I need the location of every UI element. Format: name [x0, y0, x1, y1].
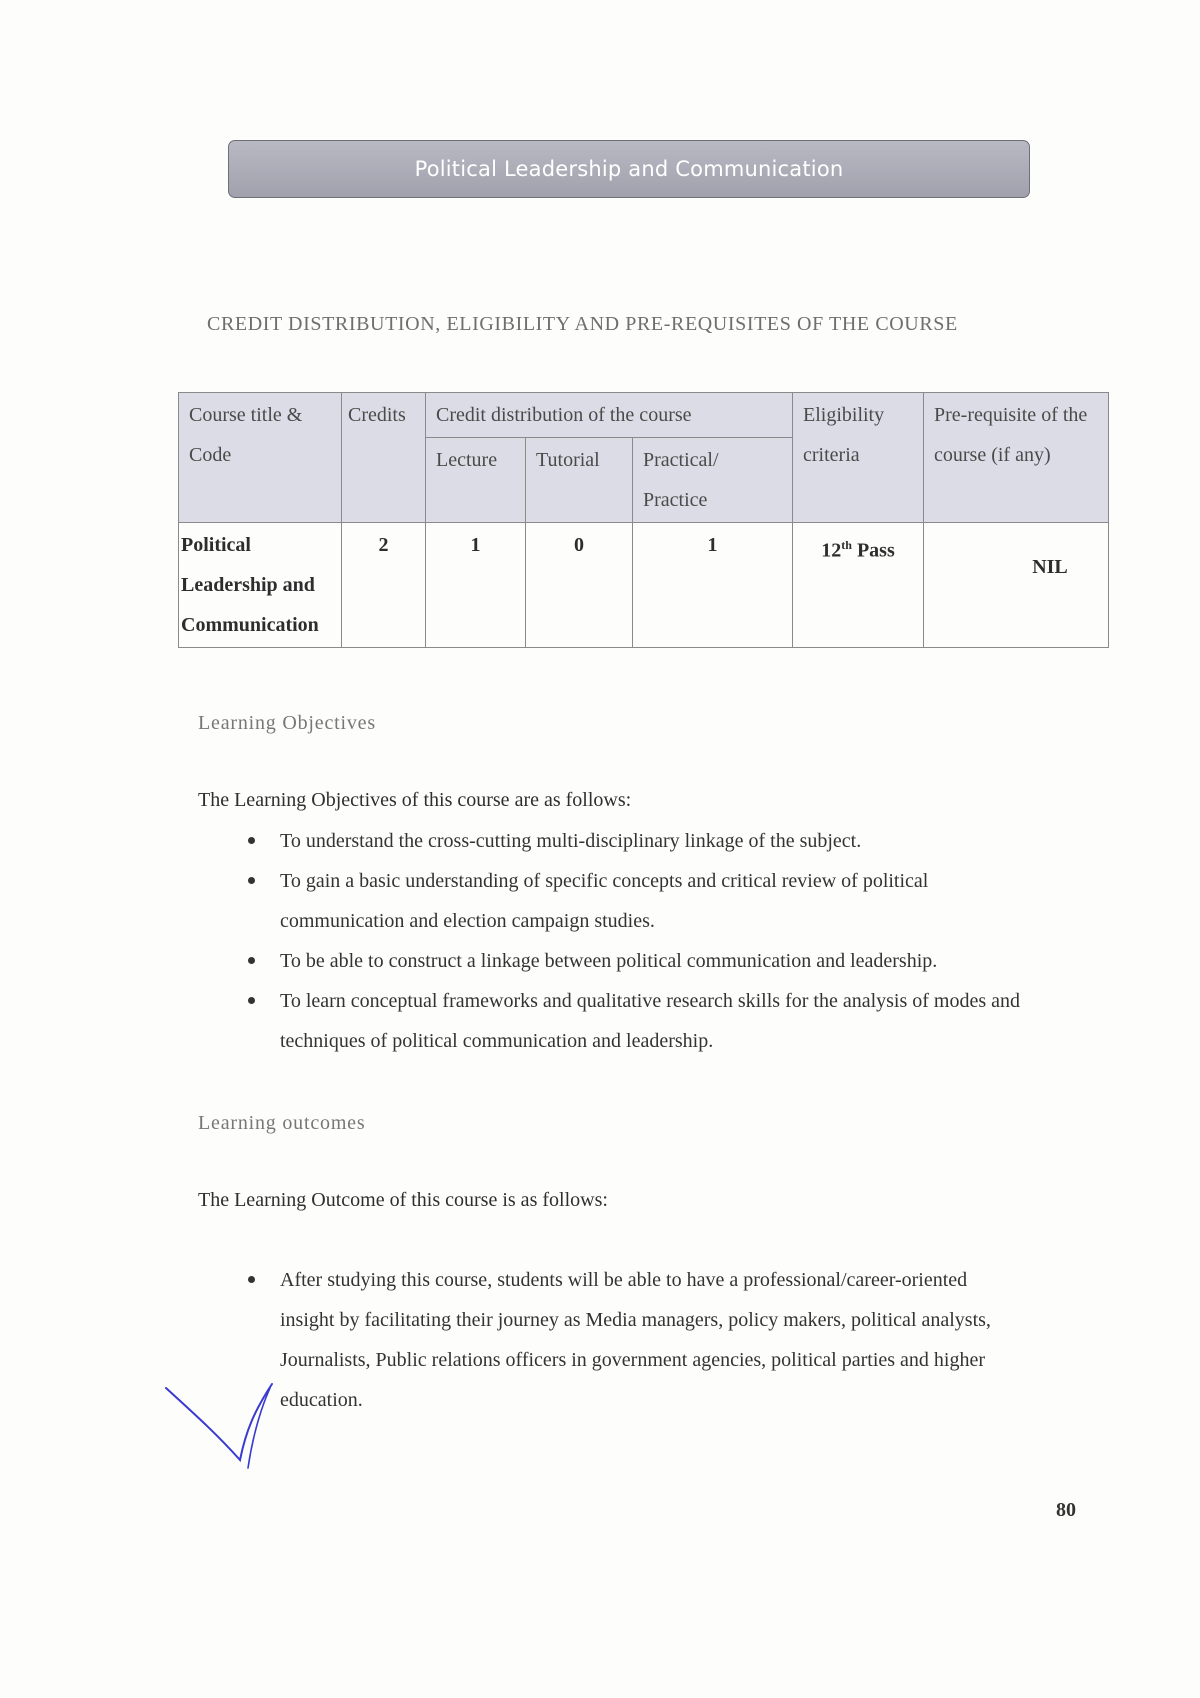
header-credits: Credits: [342, 393, 426, 523]
list-item: To be able to construct a linkage between political communication and leadership.: [248, 941, 1038, 981]
cell-credits: 2: [342, 523, 426, 648]
cell-practical: 1: [633, 523, 793, 648]
header-practical: Practical/ Practice: [633, 438, 793, 523]
cell-prerequisite: [924, 523, 1109, 648]
banner-title: Political Leadership and Communication: [414, 157, 844, 181]
bullet-icon: [248, 957, 255, 964]
list-item: To gain a basic understanding of specific concepts and critical review of political communication and election campaign studies.: [248, 861, 1038, 941]
header-course-title: Course title & Code: [179, 393, 342, 523]
prerequisite-value: NIL: [1032, 556, 1068, 578]
cell-tutorial: 0: [526, 523, 633, 648]
outcomes-list: [248, 1260, 1018, 1420]
list-item: After studying this course, students will be able to have a professional/career-oriented insight by facilitating their journey as Media managers, policy makers, political analysts, Journalists, Public relations officers in government agencies, political parties and higher education.: [248, 1260, 1018, 1420]
list-item: To learn conceptual frameworks and qualitative research skills for the analysis of modes and techniques of political communication and leadership.: [248, 981, 1038, 1061]
eligibility-number: 12: [821, 539, 842, 562]
objectives-intro: The Learning Objectives of this course are as follows:: [198, 789, 632, 811]
table-header-row: [179, 393, 1109, 438]
header-credit-distribution: Credit distribution of the course: [426, 393, 793, 438]
cell-course-title: Political Leadership and Communication: [179, 523, 342, 648]
page-number: 80: [1056, 1499, 1076, 1521]
list-item: To understand the cross-cutting multi-disciplinary linkage of the subject.: [248, 821, 1038, 861]
table-row: [179, 523, 1109, 648]
header-eligibility: Eligibility criteria: [793, 393, 924, 523]
bullet-icon: [248, 837, 255, 844]
cell-eligibility: [793, 523, 924, 648]
outcomes-intro: The Learning Outcome of this course is as follows:: [198, 1189, 608, 1211]
objectives-list: [248, 821, 1038, 1061]
eligibility-suffix: th: [841, 538, 852, 552]
course-title-banner: [228, 140, 1030, 198]
header-lecture: Lecture: [426, 438, 526, 523]
bullet-icon: [248, 997, 255, 1004]
objectives-heading: Learning Objectives: [198, 712, 376, 734]
outcomes-heading: Learning outcomes: [198, 1112, 366, 1134]
bullet-icon: [248, 877, 255, 884]
credit-distribution-table: [178, 392, 1109, 648]
signature-mark: [160, 1360, 300, 1480]
header-tutorial: Tutorial: [526, 438, 633, 523]
eligibility-text: Pass: [851, 539, 895, 562]
credit-section-heading: CREDIT DISTRIBUTION, ELIGIBILITY AND PRE-REQUISITES OF THE COURSE: [207, 313, 958, 335]
cell-lecture: 1: [426, 523, 526, 648]
bullet-icon: [248, 1276, 255, 1283]
header-prerequisite: Pre-requisite of the course (if any): [924, 393, 1109, 523]
